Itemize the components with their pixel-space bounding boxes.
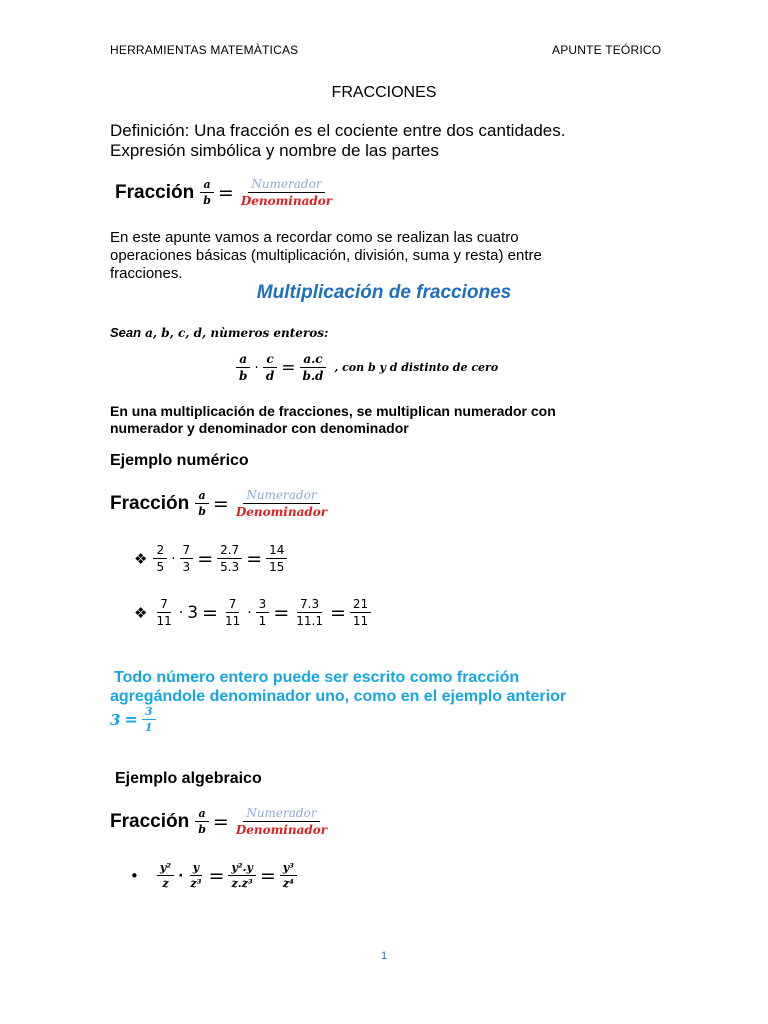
equals-sign: = (212, 492, 229, 515)
equals-sign: = (259, 864, 276, 887)
sean-line (110, 325, 328, 340)
ex3-d3: z.z³ (231, 877, 253, 890)
definition (110, 121, 565, 161)
denominator-label: Denominador (235, 505, 328, 519)
equals-sign: = (329, 601, 346, 624)
fraction-a: a (195, 808, 208, 822)
ex1-fraction-4 (266, 544, 287, 573)
header-left: HERRAMIENTAS MATEMÀTICAS (110, 43, 299, 57)
fraction-definition-2 (110, 489, 330, 518)
fraction-definition-3 (110, 807, 330, 836)
definition-line-2: Expresión simbólica y nombre de las partes (110, 141, 439, 160)
example-2 (134, 598, 371, 627)
fraction-names (238, 178, 335, 207)
rule-c: c (263, 353, 276, 368)
fraction-b: b (198, 823, 206, 836)
ex3-fraction-2 (187, 862, 204, 889)
numerator-label: Numerador (248, 178, 324, 193)
example-1 (134, 544, 287, 573)
example-algebraic-heading: Ejemplo algebraico (115, 770, 262, 787)
dot-operator: · (171, 550, 176, 567)
equals-sign: = (273, 601, 290, 624)
ex3-fraction-1 (157, 862, 174, 889)
multiplication-rule (236, 353, 498, 382)
ex3-n4: y³ (280, 862, 297, 876)
ex2-integer: 3 (187, 602, 199, 623)
ex1-d2: 3 (182, 560, 191, 574)
numerator-label: Numerador (243, 489, 319, 504)
fraction-ab (200, 179, 214, 206)
denominator-label: Denominador (235, 823, 328, 837)
dot-operator: · (178, 867, 184, 884)
rule-fraction-result (299, 353, 326, 382)
ex2-d3: 1 (258, 614, 267, 628)
ex2-fraction-4 (293, 598, 326, 627)
ex2-d1: 11 (156, 614, 172, 628)
ex1-fraction-1 (153, 544, 167, 573)
intro-line-1: En este apunte vamos a recordar como se realizan las cuatro (110, 229, 519, 246)
header-right: APUNTE TEÓRICO (552, 43, 662, 57)
rule-text-line-1: En una multiplicación de fracciones, se multiplican numerador con (110, 403, 556, 419)
integer-note-line-1: Todo número entero puede ser escrito como fracción (114, 669, 520, 686)
ex1-d3: 5.3 (220, 560, 240, 574)
ex2-d2: 11 (224, 614, 241, 628)
ex2-fraction-5 (350, 598, 371, 627)
fraction-ab (195, 490, 209, 517)
page-title: FRACCIONES (331, 84, 437, 101)
page-number: 1 (380, 950, 388, 962)
ex1-n1: 2 (153, 544, 167, 559)
fraction-definition-1 (115, 178, 335, 207)
ex3-d4: z⁴ (282, 877, 294, 890)
integer-note-fraction (142, 706, 156, 733)
ex3-fraction-3 (228, 862, 255, 889)
integer-note-den: 1 (144, 721, 153, 734)
numerator-label: Numerador (243, 807, 319, 822)
intro-paragraph (110, 229, 542, 283)
sean-word: Sean (110, 325, 142, 340)
intro-line-2: operaciones básicas (multiplicación, división, suma y resta) entre (110, 247, 542, 264)
fraction-a: a (200, 179, 213, 193)
equals-sign: = (124, 710, 138, 729)
fraction-names (233, 807, 330, 836)
example-numeric-heading: Ejemplo numérico (110, 452, 249, 469)
fraction-names (233, 489, 330, 518)
ex1-d1: 5 (156, 560, 165, 574)
definition-line-1: Definición: Una fracción es el cociente entre dos cantidades. (110, 121, 566, 140)
ex1-d4: 15 (269, 560, 285, 574)
sean-variables: a, b, c, d, nùmeros enteros: (145, 325, 329, 340)
intro-line-3: fracciones. (110, 265, 183, 282)
integer-note-line-2: agregándole denominador uno, como en el ejemplo anterior (110, 688, 567, 705)
ex1-n4: 14 (266, 544, 287, 559)
fraction-a: a (195, 490, 208, 504)
ex1-n3: 2.7 (217, 544, 242, 559)
diamond-bullet: ❖ (134, 603, 148, 622)
dot-operator: · (247, 604, 252, 621)
fraction-ab (195, 808, 209, 835)
equals-sign: = (202, 601, 218, 624)
integer-note-num: 3 (142, 706, 156, 720)
rule-ac: a.c (300, 353, 325, 368)
integer-note (110, 668, 567, 706)
fraction-label: Fracción (110, 810, 190, 832)
ex2-d5: 11 (352, 614, 369, 628)
dot-operator: · (178, 604, 184, 621)
equals-sign: = (281, 357, 296, 378)
fraction-b: b (198, 505, 206, 518)
ex2-n3: 3 (256, 598, 270, 613)
integer-note-lhs: 3 (110, 710, 121, 729)
rule-bd: b.d (302, 369, 324, 383)
denominator-label: Denominador (240, 194, 333, 208)
fraction-label: Fracción (110, 492, 190, 514)
ex2-n2: 7 (226, 598, 240, 613)
example-3 (130, 862, 297, 889)
ex2-n4: 7.3 (297, 598, 322, 613)
equals-sign: = (212, 810, 229, 833)
rule-condition: , con b y d distinto de cero (334, 361, 499, 374)
fraction-label: Fracción (115, 181, 195, 203)
rule-text-line-2: numerador y denominador con denominador (110, 420, 409, 436)
ex3-n1: y² (157, 862, 174, 876)
equals-sign: = (217, 181, 234, 204)
section-title: Multiplicación de fracciones (256, 282, 512, 303)
rule-a: a (236, 353, 250, 368)
dot-operator: · (254, 359, 259, 376)
ex2-n5: 21 (350, 598, 371, 613)
dot-bullet: • (130, 866, 139, 885)
equals-sign: = (246, 547, 263, 570)
diamond-bullet: ❖ (134, 549, 148, 568)
ex1-n2: 7 (180, 544, 194, 559)
rule-d: d (265, 369, 275, 383)
equals-sign: = (197, 547, 214, 570)
ex2-fraction-2 (222, 598, 243, 627)
ex3-fraction-4 (280, 862, 297, 889)
ex1-fraction-3 (217, 544, 242, 573)
ex3-d2: z³ (190, 877, 202, 890)
ex3-n3: y².y (228, 862, 255, 876)
ex2-fraction-3 (256, 598, 270, 627)
ex2-d4: 11.1 (296, 614, 323, 628)
ex3-n2: y (190, 862, 202, 876)
fraction-b: b (203, 194, 211, 207)
ex1-fraction-2 (180, 544, 194, 573)
ex3-d1: z (162, 877, 169, 890)
rule-b: b (239, 369, 248, 383)
ex2-fraction-1 (153, 598, 174, 627)
rule-text (110, 403, 556, 437)
rule-fraction-cd (263, 353, 277, 382)
integer-note-formula (110, 706, 156, 733)
equals-sign: = (208, 864, 225, 887)
ex2-n1: 7 (157, 598, 171, 613)
rule-fraction-ab (236, 353, 250, 382)
